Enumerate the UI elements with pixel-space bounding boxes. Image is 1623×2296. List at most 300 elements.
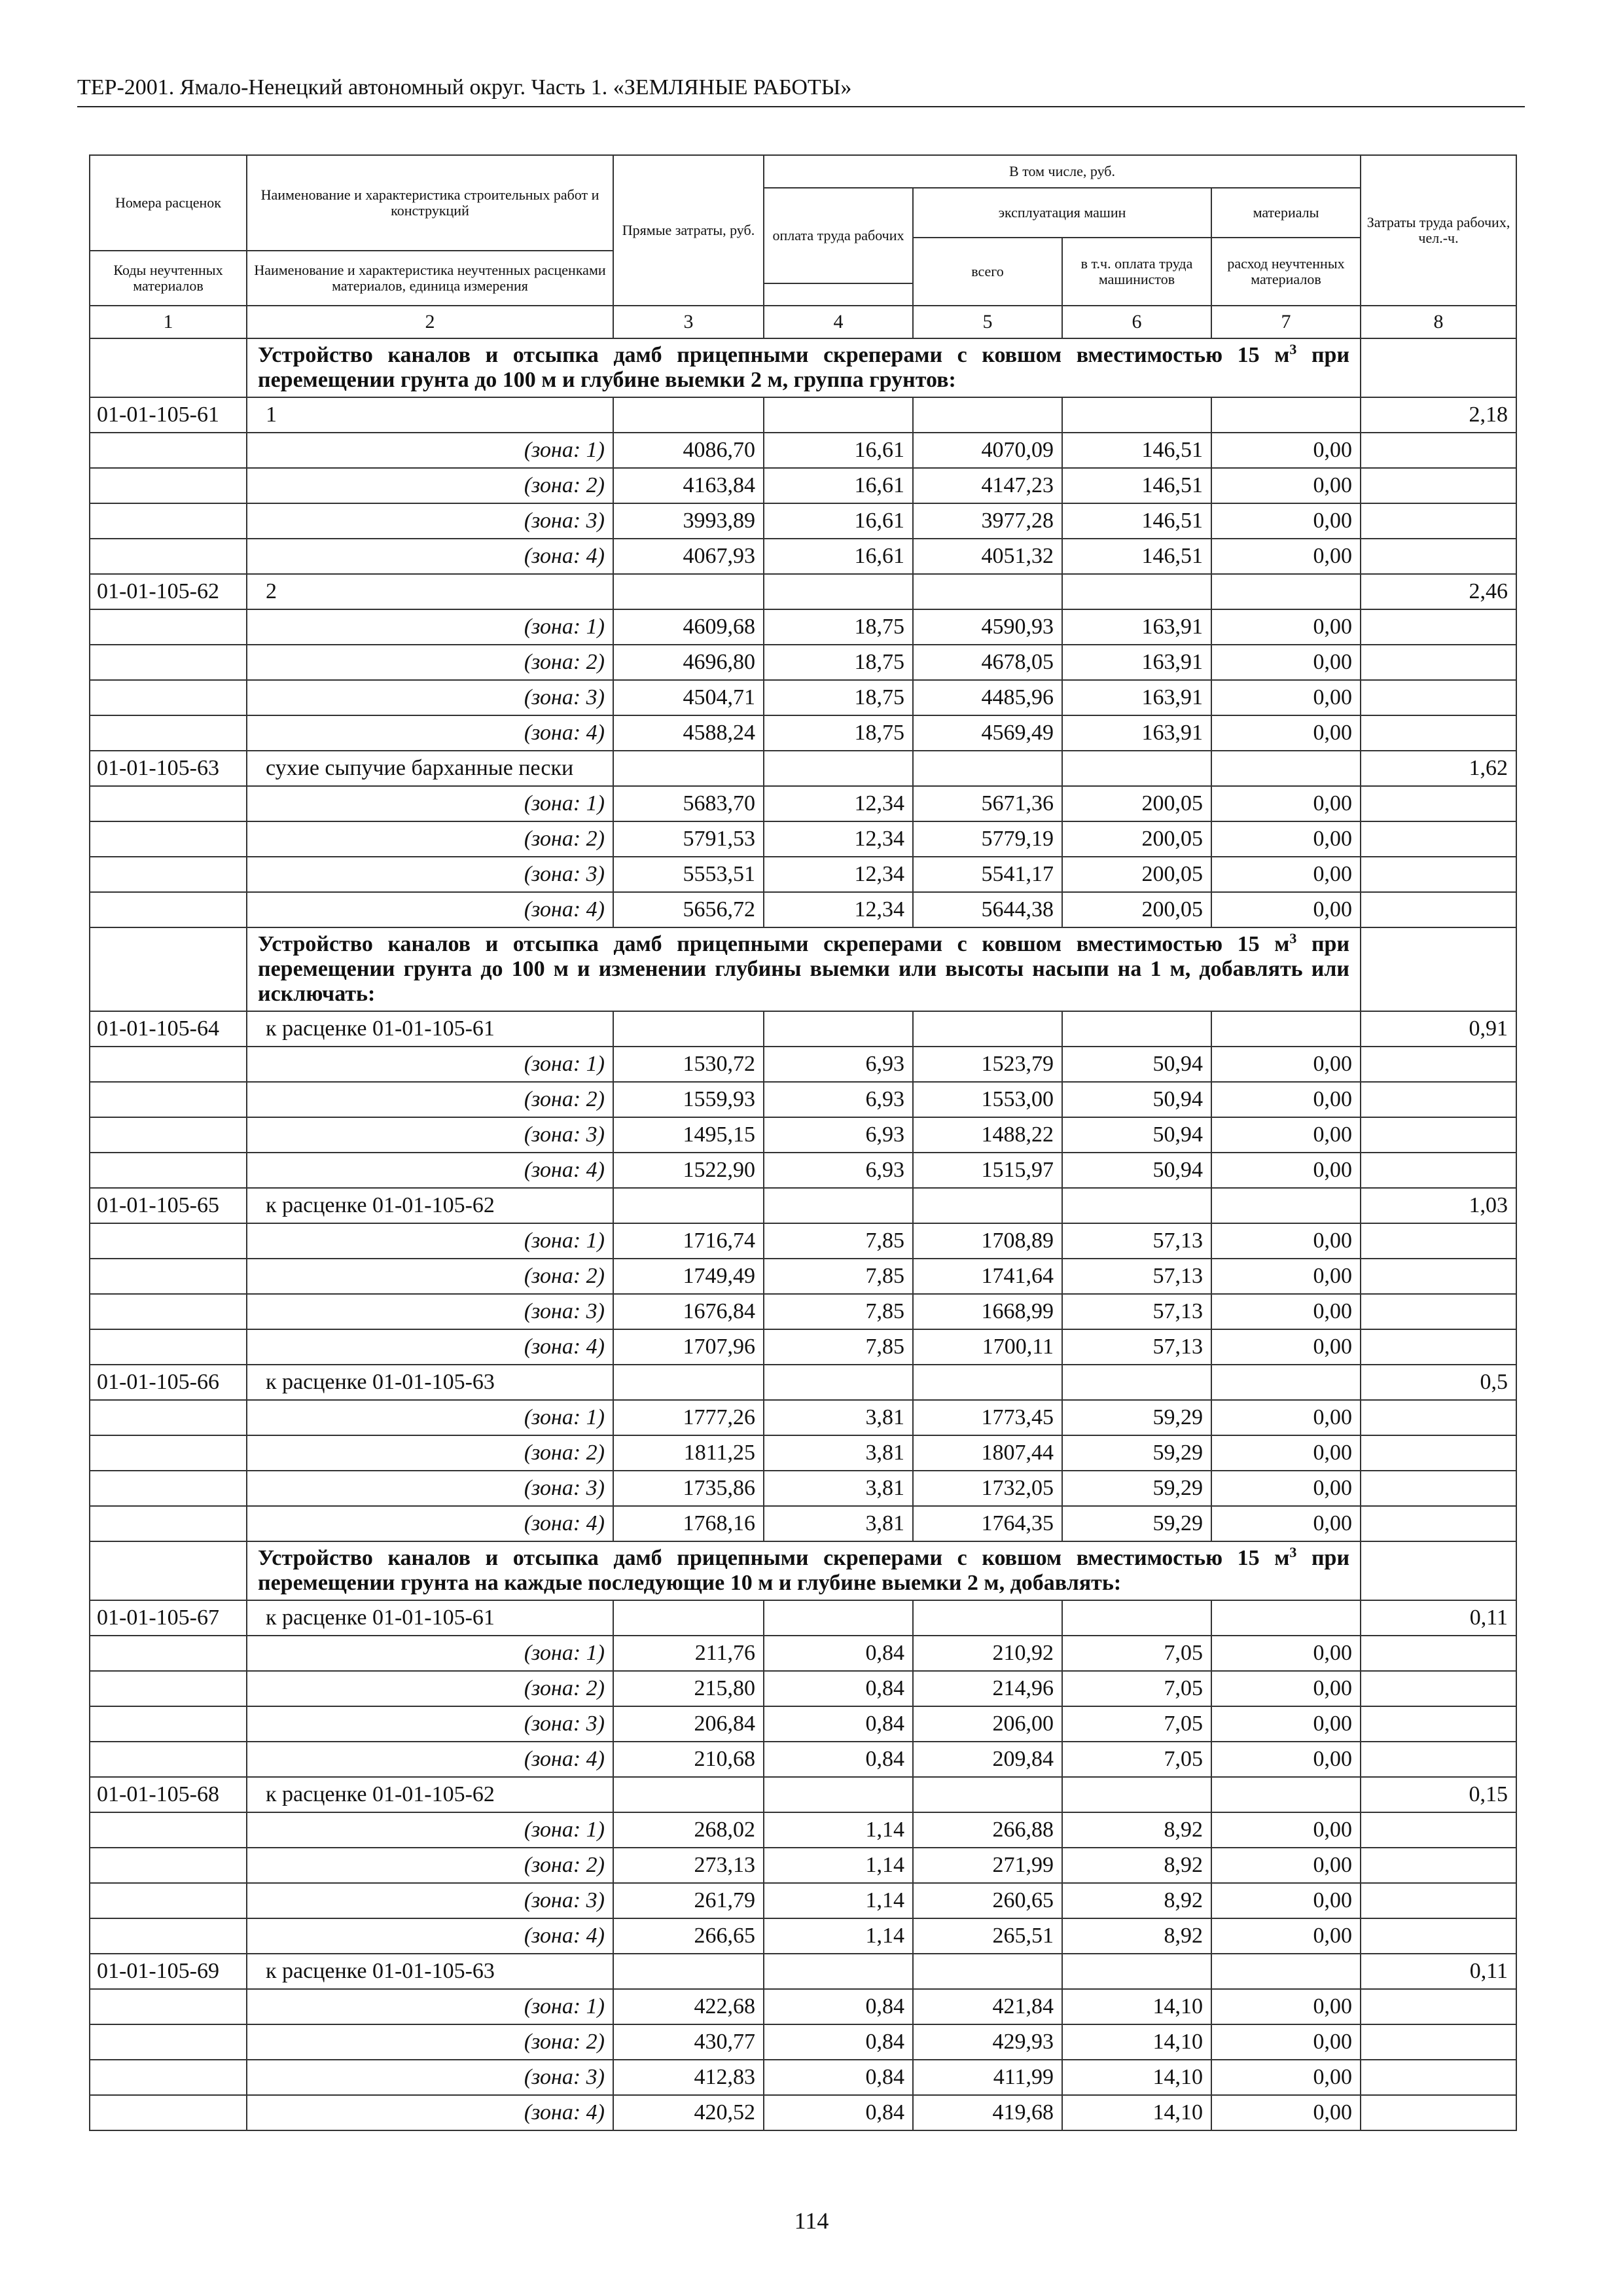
- rate-row: [90, 397, 1516, 433]
- zone-label: (зона: 4): [247, 1506, 613, 1541]
- rate-labor: 2,46: [1361, 574, 1516, 609]
- materials-value: 0,00: [1211, 1918, 1361, 1954]
- zone-label: (зона: 2): [247, 2024, 613, 2060]
- zone-row: [90, 715, 1516, 751]
- direct-costs-value: 273,13: [613, 1848, 764, 1883]
- materials-value: 0,00: [1211, 1294, 1361, 1329]
- materials-value: 0,00: [1211, 1671, 1361, 1706]
- machine-total-value: 4070,09: [913, 433, 1062, 468]
- materials-value: 0,00: [1211, 1471, 1361, 1506]
- empty-cell: [1211, 751, 1361, 786]
- empty-cell: [90, 680, 247, 715]
- empty-cell: [913, 1777, 1062, 1812]
- empty-cell: [913, 1365, 1062, 1400]
- empty-cell: [1062, 1365, 1211, 1400]
- rate-code: 01-01-105-64: [90, 1011, 247, 1047]
- rate-name: сухие сыпучие барханные пески: [247, 751, 613, 786]
- section-title-tail: при перемещении грунта до 100 м и изменении глубины выемки или высоты насыпи на 1 м, добавлять или исключать:: [258, 932, 1350, 1006]
- rate-name: к расценке 01-01-105-61: [247, 1600, 613, 1636]
- empty-cell: [90, 821, 247, 857]
- section-title: [247, 1541, 1361, 1600]
- operator-pay-value: 163,91: [1062, 715, 1211, 751]
- empty-cell: [90, 1506, 247, 1541]
- materials-value: 0,00: [1211, 539, 1361, 574]
- empty-cell: [1361, 1435, 1516, 1471]
- zone-row: [90, 2024, 1516, 2060]
- operator-pay-value: 14,10: [1062, 1989, 1211, 2024]
- materials-value: 0,00: [1211, 1989, 1361, 2024]
- operator-pay-value: 200,05: [1062, 786, 1211, 821]
- empty-cell: [1361, 1471, 1516, 1506]
- worker-pay-value: 18,75: [764, 715, 913, 751]
- rate-row: [90, 1777, 1516, 1812]
- operator-pay-value: 14,10: [1062, 2095, 1211, 2130]
- empty-cell: [1361, 1506, 1516, 1541]
- rate-labor: 0,5: [1361, 1365, 1516, 1400]
- machine-total-value: 1553,00: [913, 1082, 1062, 1117]
- section-labor-cell: [1361, 927, 1516, 1011]
- zone-label: (зона: 1): [247, 1047, 613, 1082]
- col-number: 6: [1062, 306, 1211, 338]
- rate-name: к расценке 01-01-105-62: [247, 1188, 613, 1223]
- machine-total-value: 4485,96: [913, 680, 1062, 715]
- direct-costs-value: 1530,72: [613, 1047, 764, 1082]
- operator-pay-value: 146,51: [1062, 468, 1211, 503]
- empty-cell: [913, 751, 1062, 786]
- materials-value: 0,00: [1211, 1047, 1361, 1082]
- empty-cell: [1361, 1848, 1516, 1883]
- zone-row: [90, 1848, 1516, 1883]
- empty-cell: [90, 1706, 247, 1742]
- operator-pay-value: 146,51: [1062, 503, 1211, 539]
- zone-row: [90, 1918, 1516, 1954]
- worker-pay-value: 6,93: [764, 1117, 913, 1153]
- empty-cell: [90, 539, 247, 574]
- empty-cell: [1361, 821, 1516, 857]
- rate-labor: 1,03: [1361, 1188, 1516, 1223]
- operator-pay-value: 50,94: [1062, 1153, 1211, 1188]
- zone-row: [90, 1435, 1516, 1471]
- empty-cell: [1361, 2060, 1516, 2095]
- operator-pay-value: 14,10: [1062, 2060, 1211, 2095]
- zone-row: [90, 1153, 1516, 1188]
- machine-total-value: 421,84: [913, 1989, 1062, 2024]
- machine-total-value: 429,93: [913, 2024, 1062, 2060]
- direct-costs-value: 4086,70: [613, 433, 764, 468]
- page-number: 114: [794, 2208, 829, 2234]
- empty-cell: [1361, 1636, 1516, 1671]
- rate-code: 01-01-105-62: [90, 574, 247, 609]
- materials-value: 0,00: [1211, 1223, 1361, 1259]
- machine-total-value: 214,96: [913, 1671, 1062, 1706]
- operator-pay-value: 59,29: [1062, 1506, 1211, 1541]
- direct-costs-value: 5553,51: [613, 857, 764, 892]
- rate-row: [90, 751, 1516, 786]
- operator-pay-value: 59,29: [1062, 1471, 1211, 1506]
- machine-total-value: 3977,28: [913, 503, 1062, 539]
- materials-value: 0,00: [1211, 1400, 1361, 1435]
- rates-table: [89, 154, 1517, 2131]
- direct-costs-value: 3993,89: [613, 503, 764, 539]
- header-direct-costs: Прямые затраты, руб.: [613, 155, 764, 306]
- worker-pay-value: 6,93: [764, 1047, 913, 1082]
- empty-cell: [90, 1812, 247, 1848]
- empty-cell: [90, 857, 247, 892]
- operator-pay-value: 8,92: [1062, 1848, 1211, 1883]
- materials-value: 0,00: [1211, 1812, 1361, 1848]
- materials-value: 0,00: [1211, 1742, 1361, 1777]
- empty-cell: [1062, 1954, 1211, 1989]
- worker-pay-value: 0,84: [764, 1671, 913, 1706]
- materials-value: 0,00: [1211, 2024, 1361, 2060]
- header-unaccounted-materials: расход неучтенных материалов: [1211, 238, 1361, 306]
- empty-cell: [90, 609, 247, 645]
- zone-row: [90, 786, 1516, 821]
- direct-costs-value: 1735,86: [613, 1471, 764, 1506]
- rate-code: 01-01-105-65: [90, 1188, 247, 1223]
- header-rate-numbers: Номера расценок: [90, 155, 247, 251]
- header-labor: Затраты труда рабочих, чел.-ч.: [1361, 155, 1516, 306]
- empty-cell: [90, 1742, 247, 1777]
- rate-row: [90, 574, 1516, 609]
- materials-value: 0,00: [1211, 433, 1361, 468]
- empty-cell: [1361, 1259, 1516, 1294]
- empty-cell: [90, 1918, 247, 1954]
- zone-label: (зона: 4): [247, 715, 613, 751]
- direct-costs-value: 1777,26: [613, 1400, 764, 1435]
- empty-cell: [764, 1011, 913, 1047]
- materials-value: 0,00: [1211, 1153, 1361, 1188]
- zone-label: (зона: 3): [247, 503, 613, 539]
- empty-cell: [1361, 1918, 1516, 1954]
- operator-pay-value: 59,29: [1062, 1435, 1211, 1471]
- zone-row: [90, 1989, 1516, 2024]
- empty-cell: [90, 2024, 247, 2060]
- rate-row: [90, 1011, 1516, 1047]
- machine-total-value: 260,65: [913, 1883, 1062, 1918]
- empty-cell: [90, 1294, 247, 1329]
- section-title-superscript: 3: [1289, 341, 1297, 357]
- rate-code: 01-01-105-68: [90, 1777, 247, 1812]
- empty-cell: [90, 1435, 247, 1471]
- machine-total-value: 206,00: [913, 1706, 1062, 1742]
- header-total: всего: [913, 238, 1062, 306]
- zone-row: [90, 1294, 1516, 1329]
- empty-cell: [1211, 1011, 1361, 1047]
- empty-cell: [90, 786, 247, 821]
- materials-value: 0,00: [1211, 2060, 1361, 2095]
- zone-row: [90, 892, 1516, 927]
- worker-pay-value: 7,85: [764, 1294, 913, 1329]
- section-title-tail: при перемещении грунта на каждые последующие 10 м и глубине выемки 2 м, добавлять:: [258, 1546, 1350, 1595]
- worker-pay-value: 0,84: [764, 2095, 913, 2130]
- direct-costs-value: 215,80: [613, 1671, 764, 1706]
- header-including: В том числе, руб.: [764, 155, 1361, 188]
- worker-pay-value: 0,84: [764, 2024, 913, 2060]
- section-row: [90, 927, 1516, 1011]
- zone-label: (зона: 4): [247, 1329, 613, 1365]
- empty-cell: [90, 1047, 247, 1082]
- operator-pay-value: 8,92: [1062, 1883, 1211, 1918]
- empty-cell: [764, 397, 913, 433]
- rate-row: [90, 1954, 1516, 1989]
- empty-cell: [90, 2060, 247, 2095]
- worker-pay-value: 1,14: [764, 1812, 913, 1848]
- zone-label: (зона: 2): [247, 821, 613, 857]
- empty-cell: [1361, 503, 1516, 539]
- empty-cell: [613, 1188, 764, 1223]
- zone-label: (зона: 2): [247, 1435, 613, 1471]
- direct-costs-value: 420,52: [613, 2095, 764, 2130]
- direct-costs-value: 1716,74: [613, 1223, 764, 1259]
- empty-cell: [1361, 1883, 1516, 1918]
- zone-label: (зона: 3): [247, 1471, 613, 1506]
- empty-cell: [90, 715, 247, 751]
- zone-label: (зона: 1): [247, 1400, 613, 1435]
- machine-total-value: 4590,93: [913, 609, 1062, 645]
- zone-row: [90, 1471, 1516, 1506]
- section-labor-cell: [1361, 338, 1516, 397]
- zone-label: (зона: 4): [247, 1918, 613, 1954]
- empty-cell: [613, 1777, 764, 1812]
- rate-code: 01-01-105-67: [90, 1600, 247, 1636]
- worker-pay-value: 3,81: [764, 1506, 913, 1541]
- col-number: 4: [764, 306, 913, 338]
- empty-cell: [90, 1259, 247, 1294]
- rate-labor: 0,91: [1361, 1011, 1516, 1047]
- direct-costs-value: 1676,84: [613, 1294, 764, 1329]
- empty-cell: [1361, 715, 1516, 751]
- zone-row: [90, 1812, 1516, 1848]
- rate-code: 01-01-105-66: [90, 1365, 247, 1400]
- empty-cell: [1361, 609, 1516, 645]
- empty-cell: [613, 1365, 764, 1400]
- empty-cell: [764, 1954, 913, 1989]
- rate-code: 01-01-105-61: [90, 397, 247, 433]
- zone-label: (зона: 4): [247, 2095, 613, 2130]
- worker-pay-value: 0,84: [764, 1742, 913, 1777]
- machine-total-value: 1732,05: [913, 1471, 1062, 1506]
- operator-pay-value: 146,51: [1062, 539, 1211, 574]
- materials-value: 0,00: [1211, 1883, 1361, 1918]
- operator-pay-value: 7,05: [1062, 1671, 1211, 1706]
- machine-total-value: 1523,79: [913, 1047, 1062, 1082]
- direct-costs-value: 4609,68: [613, 609, 764, 645]
- empty-cell: [1062, 1600, 1211, 1636]
- zone-row: [90, 857, 1516, 892]
- worker-pay-value: 12,34: [764, 892, 913, 927]
- direct-costs-value: 210,68: [613, 1742, 764, 1777]
- zone-row: [90, 1117, 1516, 1153]
- direct-costs-value: 1495,15: [613, 1117, 764, 1153]
- worker-pay-value: 12,34: [764, 857, 913, 892]
- empty-cell: [913, 397, 1062, 433]
- empty-cell: [90, 433, 247, 468]
- direct-costs-value: 206,84: [613, 1706, 764, 1742]
- operator-pay-value: 7,05: [1062, 1706, 1211, 1742]
- empty-cell: [90, 2095, 247, 2130]
- empty-cell: [1361, 680, 1516, 715]
- empty-cell: [1361, 1047, 1516, 1082]
- rate-labor: 0,11: [1361, 1600, 1516, 1636]
- rate-labor: 0,11: [1361, 1954, 1516, 1989]
- rate-name: к расценке 01-01-105-63: [247, 1365, 613, 1400]
- zone-row: [90, 2095, 1516, 2130]
- zone-label: (зона: 1): [247, 1989, 613, 2024]
- worker-pay-value: 16,61: [764, 503, 913, 539]
- zone-label: (зона: 3): [247, 1294, 613, 1329]
- materials-value: 0,00: [1211, 1706, 1361, 1742]
- operator-pay-value: 163,91: [1062, 645, 1211, 680]
- operator-pay-value: 8,92: [1062, 1812, 1211, 1848]
- empty-cell: [90, 645, 247, 680]
- worker-pay-value: 12,34: [764, 786, 913, 821]
- machine-total-value: 1764,35: [913, 1506, 1062, 1541]
- machine-total-value: 4678,05: [913, 645, 1062, 680]
- empty-cell: [90, 1329, 247, 1365]
- zone-row: [90, 821, 1516, 857]
- col-number: 5: [913, 306, 1062, 338]
- empty-cell: [90, 1636, 247, 1671]
- operator-pay-value: 8,92: [1062, 1918, 1211, 1954]
- section-title-tail: при перемещении грунта до 100 м и глубине выемки 2 м, группа грунтов:: [258, 343, 1350, 392]
- rate-row: [90, 1600, 1516, 1636]
- zone-label: (зона: 4): [247, 539, 613, 574]
- empty-cell: [90, 1848, 247, 1883]
- operator-pay-value: 200,05: [1062, 892, 1211, 927]
- header-material-codes: Коды неучтенных материалов: [90, 251, 247, 306]
- empty-cell: [1211, 1365, 1361, 1400]
- col-number: 2: [247, 306, 613, 338]
- worker-pay-value: 18,75: [764, 645, 913, 680]
- direct-costs-value: 4588,24: [613, 715, 764, 751]
- worker-pay-value: 7,85: [764, 1329, 913, 1365]
- machine-total-value: 5541,17: [913, 857, 1062, 892]
- zone-row: [90, 1742, 1516, 1777]
- zone-label: (зона: 3): [247, 857, 613, 892]
- zone-label: (зона: 1): [247, 1636, 613, 1671]
- materials-value: 0,00: [1211, 892, 1361, 927]
- zone-label: (зона: 2): [247, 1848, 613, 1883]
- empty-cell: [913, 574, 1062, 609]
- worker-pay-value: 3,81: [764, 1435, 913, 1471]
- section-title-superscript: 3: [1289, 1544, 1297, 1560]
- empty-cell: [913, 1954, 1062, 1989]
- zone-label: (зона: 2): [247, 1671, 613, 1706]
- zone-row: [90, 1636, 1516, 1671]
- operator-pay-value: 57,13: [1062, 1223, 1211, 1259]
- empty-cell: [1361, 539, 1516, 574]
- empty-cell: [764, 1188, 913, 1223]
- worker-pay-value: 0,84: [764, 1989, 913, 2024]
- worker-pay-value: 6,93: [764, 1153, 913, 1188]
- direct-costs-value: 261,79: [613, 1883, 764, 1918]
- empty-cell: [1361, 468, 1516, 503]
- zone-row: [90, 1259, 1516, 1294]
- machine-total-value: 4569,49: [913, 715, 1062, 751]
- zone-row: [90, 609, 1516, 645]
- zone-label: (зона: 4): [247, 892, 613, 927]
- section-row: [90, 1541, 1516, 1600]
- machine-total-value: 266,88: [913, 1812, 1062, 1848]
- direct-costs-value: 1811,25: [613, 1435, 764, 1471]
- machine-total-value: 5671,36: [913, 786, 1062, 821]
- zone-row: [90, 2060, 1516, 2095]
- header-materials: материалы: [1211, 188, 1361, 238]
- zone-row: [90, 1400, 1516, 1435]
- zone-row: [90, 1047, 1516, 1082]
- empty-cell: [913, 1188, 1062, 1223]
- empty-cell: [613, 397, 764, 433]
- section-labor-cell: [1361, 1541, 1516, 1600]
- zone-label: (зона: 1): [247, 786, 613, 821]
- section-title-superscript: 3: [1289, 930, 1297, 946]
- zone-row: [90, 1883, 1516, 1918]
- direct-costs-value: 430,77: [613, 2024, 764, 2060]
- col-number: 8: [1361, 306, 1516, 338]
- worker-pay-value: 0,84: [764, 1706, 913, 1742]
- empty-cell: [1361, 892, 1516, 927]
- machine-total-value: 210,92: [913, 1636, 1062, 1671]
- empty-cell: [1361, 1706, 1516, 1742]
- materials-value: 0,00: [1211, 1329, 1361, 1365]
- zone-row: [90, 1223, 1516, 1259]
- empty-cell: [1361, 433, 1516, 468]
- direct-costs-value: 412,83: [613, 2060, 764, 2095]
- zone-label: (зона: 3): [247, 680, 613, 715]
- empty-cell: [1361, 857, 1516, 892]
- machine-total-value: 1700,11: [913, 1329, 1062, 1365]
- page-header: ТЕР-2001. Ямало-Ненецкий автономный округ. Часть 1. «ЗЕМЛЯНЫЕ РАБОТЫ»: [77, 73, 1525, 107]
- worker-pay-value: 16,61: [764, 468, 913, 503]
- empty-cell: [1361, 2095, 1516, 2130]
- empty-cell: [90, 1671, 247, 1706]
- materials-value: 0,00: [1211, 715, 1361, 751]
- machine-total-value: 265,51: [913, 1918, 1062, 1954]
- empty-cell: [613, 751, 764, 786]
- rate-labor: 1,62: [1361, 751, 1516, 786]
- rate-row: [90, 1188, 1516, 1223]
- header-work-name: Наименование и характеристика строительных работ и конструкций: [247, 155, 613, 251]
- direct-costs-value: 1768,16: [613, 1506, 764, 1541]
- empty-cell: [1062, 574, 1211, 609]
- zone-label: (зона: 3): [247, 1883, 613, 1918]
- operator-pay-value: 163,91: [1062, 609, 1211, 645]
- operator-pay-value: 57,13: [1062, 1259, 1211, 1294]
- direct-costs-value: 4163,84: [613, 468, 764, 503]
- zone-label: (зона: 3): [247, 2060, 613, 2095]
- rate-code: 01-01-105-63: [90, 751, 247, 786]
- machine-total-value: 1708,89: [913, 1223, 1062, 1259]
- materials-value: 0,00: [1211, 645, 1361, 680]
- operator-pay-value: 7,05: [1062, 1742, 1211, 1777]
- worker-pay-value: 1,14: [764, 1848, 913, 1883]
- worker-pay-value: 1,14: [764, 1918, 913, 1954]
- section-title: [247, 338, 1361, 397]
- empty-cell: [90, 1153, 247, 1188]
- operator-pay-value: 50,94: [1062, 1082, 1211, 1117]
- machine-total-value: 271,99: [913, 1848, 1062, 1883]
- empty-cell: [764, 574, 913, 609]
- empty-cell: [1361, 645, 1516, 680]
- operator-pay-value: 50,94: [1062, 1047, 1211, 1082]
- machine-total-value: 4147,23: [913, 468, 1062, 503]
- direct-costs-value: 5683,70: [613, 786, 764, 821]
- direct-costs-value: 268,02: [613, 1812, 764, 1848]
- worker-pay-value: 16,61: [764, 433, 913, 468]
- machine-total-value: 419,68: [913, 2095, 1062, 2130]
- empty-cell: [1361, 1117, 1516, 1153]
